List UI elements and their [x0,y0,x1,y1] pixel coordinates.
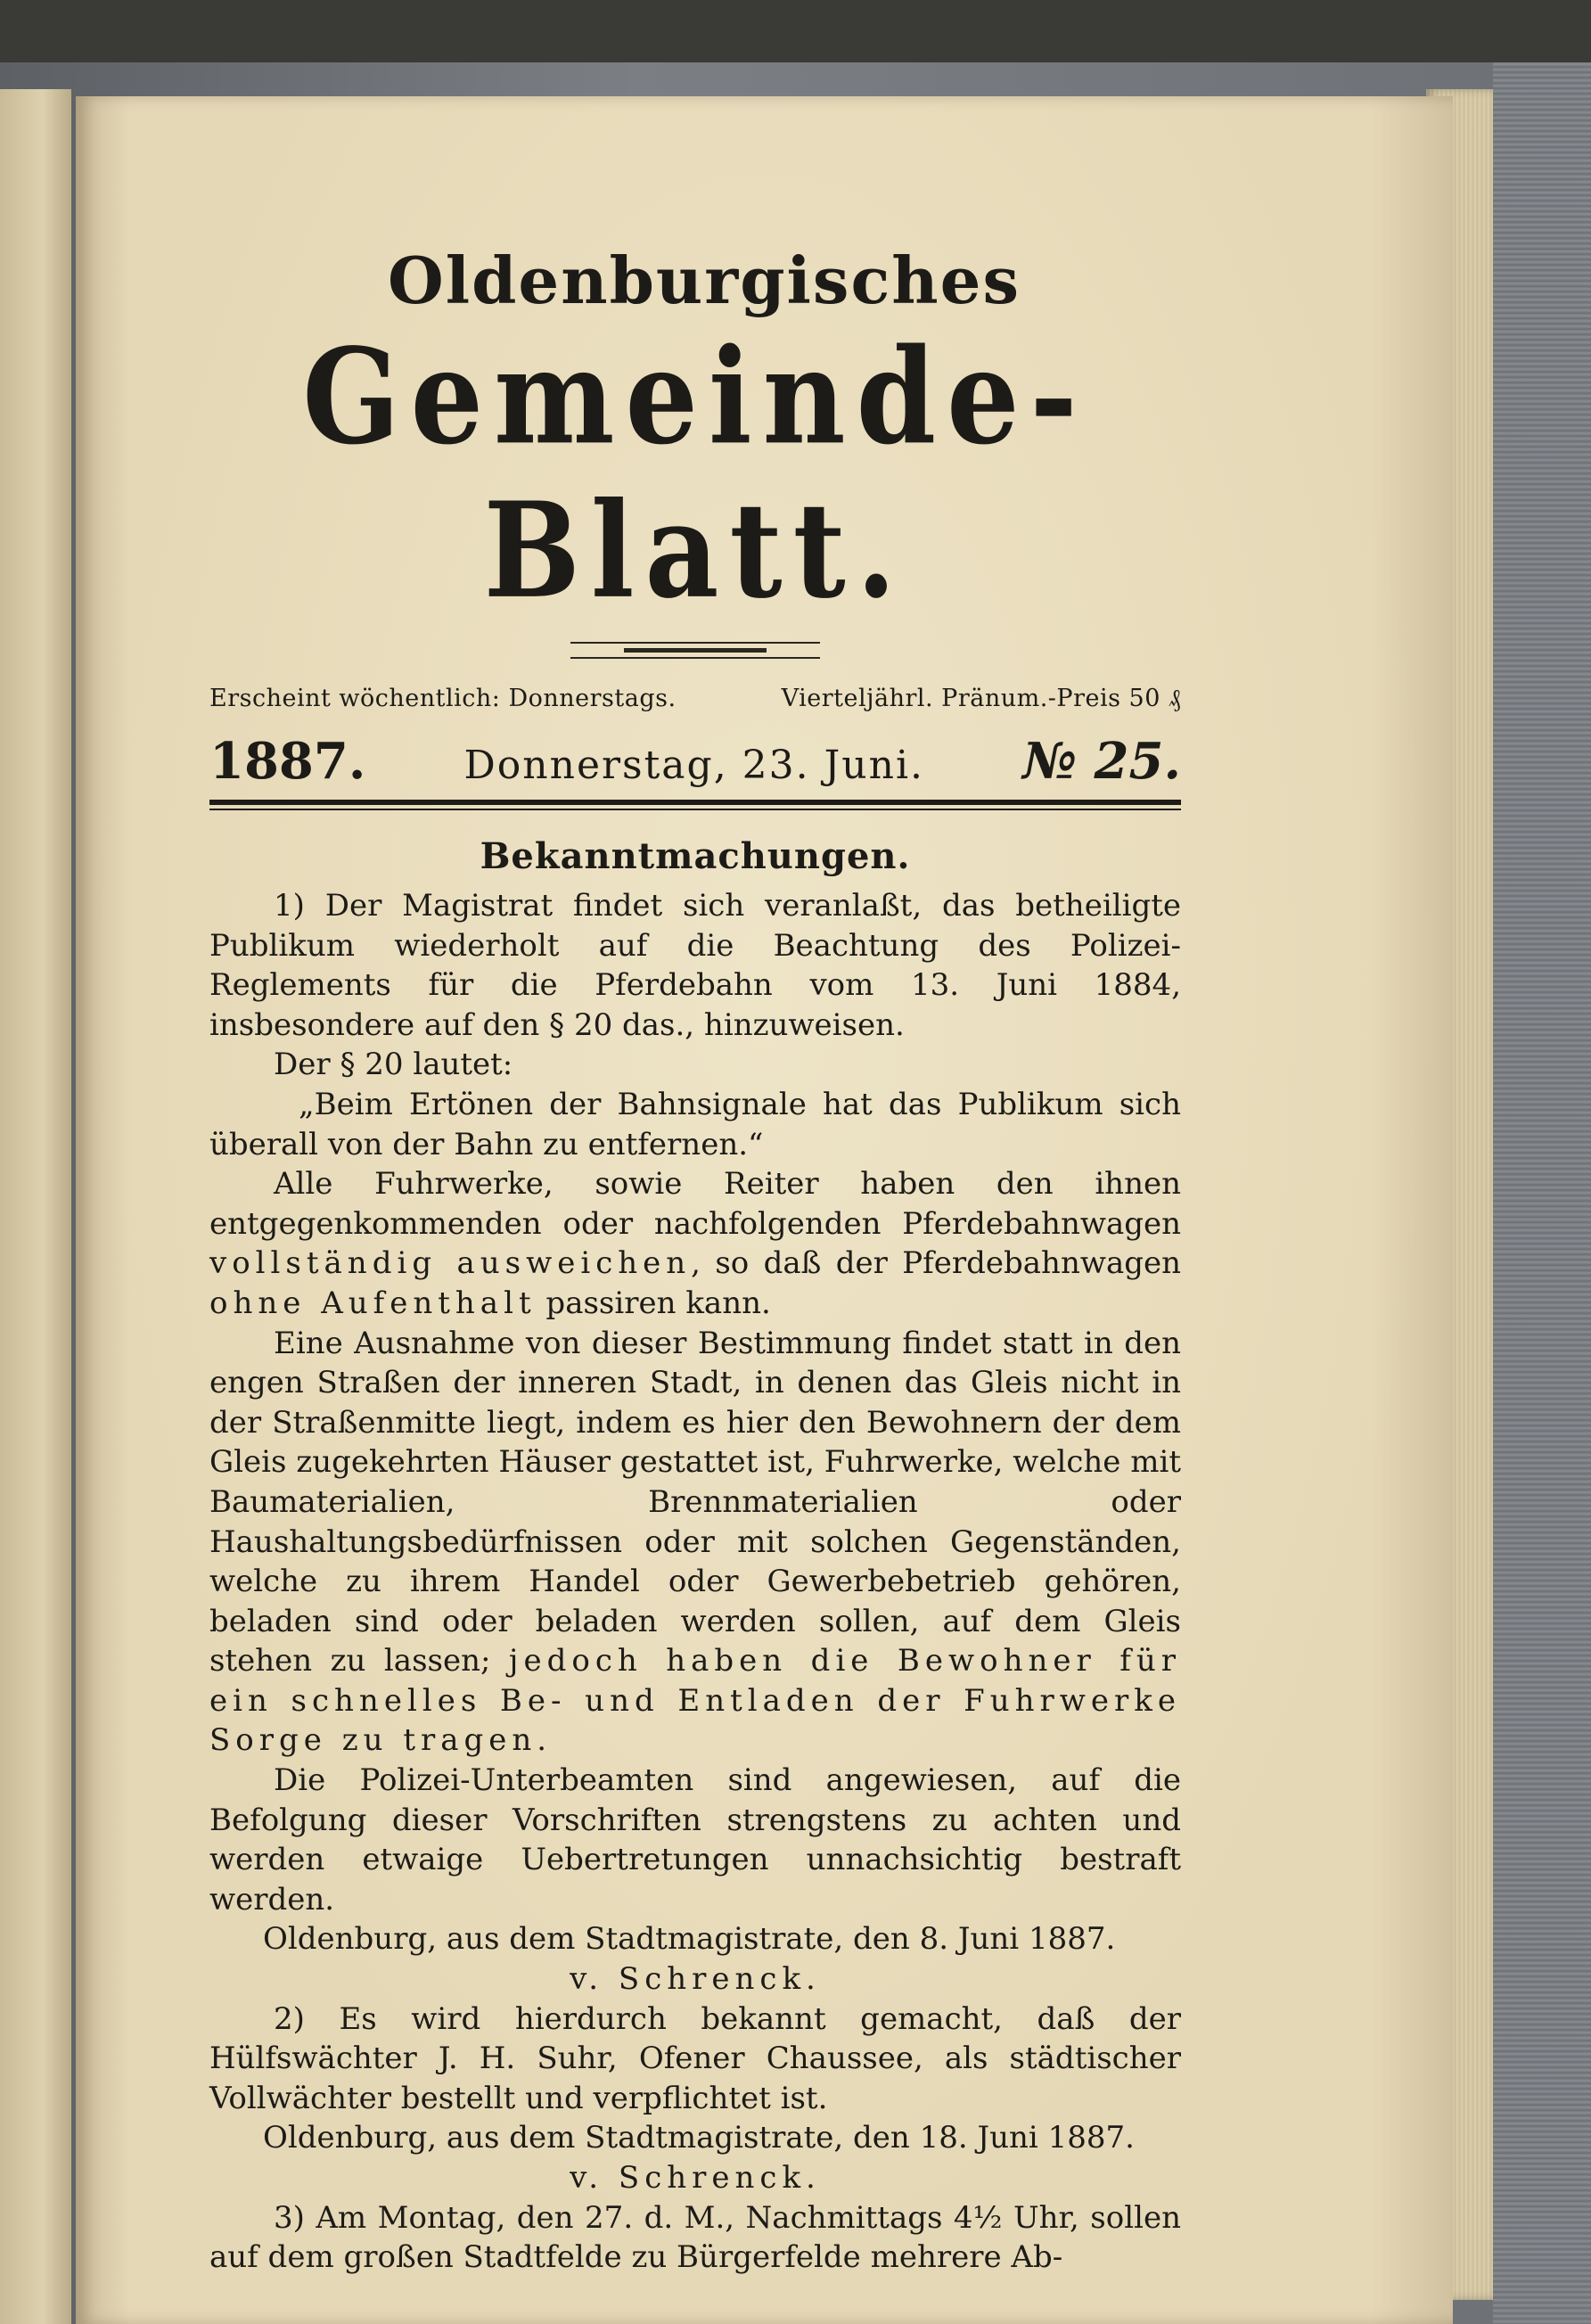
notice2-place-date: Oldenburg, aus dem Stadtmagistrate, den 18. Juni 1887. [263,2120,1135,2156]
header-rule [209,800,1181,810]
text-run: , so daß der Pferdebahnwagen [691,1245,1181,1282]
dateline [209,732,1181,791]
subscription-price: Vierteljährl. Pränum.-Preis 50 ₰ [781,685,1181,712]
emphasis-run: vollständig ausweichen [209,1245,692,1282]
notice1-paragraph-2: Der § 20 lautet: [274,1047,513,1083]
notice1-paragraph-4 [209,1164,1181,1323]
ornamental-rule [570,638,820,661]
issue-date: Donnerstag, 23. Juni. [463,743,925,788]
emphasis-run: jedoch haben die Bewohner für ein schnelles Be- und Entladen der Fuhrwerke Sorge zu tragen. [209,1643,1181,1759]
notice1-paragraph-5 [209,1324,1181,1761]
issue-number: № 25. [1022,732,1181,791]
publication-info [209,685,1181,712]
notice1-place-date: Oldenburg, aus dem Stadtmagistrate, den 8. Juni 1887. [263,1921,1116,1958]
emphasis-run: ohne Aufenthalt [209,1285,537,1321]
text-run: Eine Ausnahme von dieser Bestimmung findet statt in den engen Straßen der inneren Stadt, in denen das Gleis nicht in der Straßenmitte liegt, indem es hier den Bewohnern der dem Gleis zugekehrten Häuser gestattet ist, Fuhrwerke, welche mit Baumaterialien, Brennmaterialien oder Haushaltungsbedürfnissen oder mit solchen Gegenständen, welche zu ihrem Handel oder Gewerbebetrieb gehören, beladen sind oder beladen werden sollen, auf dem Gleis stehen zu lassen; [209,1325,1181,1679]
year: 1887. [209,732,366,791]
notice3-paragraph-1: 3) Am Montag, den 27. d. M., Nachmittags 4½ Uhr, sollen auf dem großen Stadtfelde zu Bürgerfelde mehrere Ab- [209,2199,1181,2276]
book-binding-edge [1493,62,1591,2324]
section-heading: Bekanntmachungen. [480,835,911,877]
publication-frequency: Erscheint wöchentlich: Donnerstags. [209,685,677,712]
notice1-signature: v. Schrenck. [570,1961,821,1998]
text-run: Alle Fuhrwerke, sowie Reiter haben den ihnen entgegenkommenden oder nachfolgenden Pferdebahnwagen [209,1166,1181,1242]
notice2-paragraph-1: 2) Es wird hierdurch bekannt gemacht, daß der Hülfswächter J. H. Suhr, Ofener Chaussee, als städtischer Vollwächter bestellt und verpflichtet ist. [209,2000,1181,2116]
masthead-title: Gemeinde-Blatt. [302,320,1088,628]
notice2-signature: v. Schrenck. [570,2160,821,2196]
page-content [209,241,1181,2278]
masthead-subtitle: Oldenburgisches [388,242,1021,318]
facing-page-edge [0,89,71,2324]
notice1-paragraph-1: 1) Der Magistrat findet sich veranlaßt, das betheiligte Publikum wiederholt auf die Beachtung des Polizei-Reglements für die Pferdebahn vom 13. Juni 1884, insbesondere auf den § 20 das., hinzuweisen. [209,888,1181,1043]
text-run: passiren kann. [536,1285,771,1321]
notice1-quote: „Beim Ertönen der Bahnsignale hat das Publikum sich überall von der Bahn zu entfernen.“ [209,1086,1181,1162]
article-body [209,886,1181,2278]
notice1-paragraph-6: Die Polizei-Unterbeamten sind angewiesen, auf die Befolgung dieser Vorschriften strengstens zu achten und werden etwaige Uebertretungen unnachsichtig bestraft werden. [209,1762,1181,1918]
